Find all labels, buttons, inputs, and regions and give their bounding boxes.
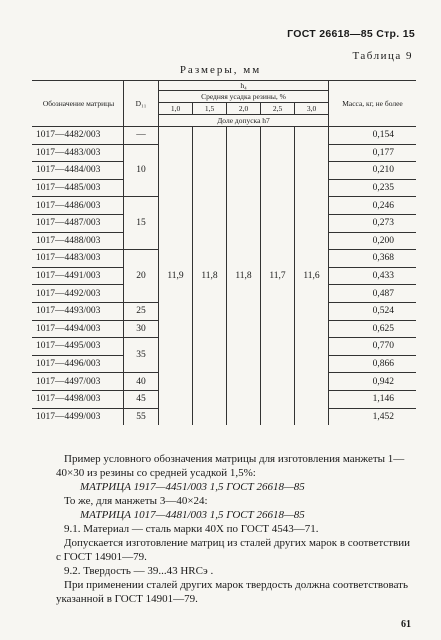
col-header-designation: Обозначение матрицы xyxy=(32,81,124,127)
row-mass: 0,246 xyxy=(329,197,417,215)
hardness-paragraph: 9.2. Твердость — 39...43 HRCэ . xyxy=(64,565,214,577)
d11-value: 20 xyxy=(124,250,159,303)
shrink-value: 1,0 xyxy=(159,103,193,115)
row-designation: 1017—4497/003 xyxy=(32,373,124,391)
row-mass: 0,487 xyxy=(329,285,417,303)
row-designation: 1017—4484/003 xyxy=(32,162,124,180)
shrink-value: 3,0 xyxy=(295,103,329,115)
d11-value: 45 xyxy=(124,390,159,408)
shrink-value: 2,5 xyxy=(261,103,295,115)
row-mass: 1,146 xyxy=(329,390,417,408)
row-designation: 1017—4493/003 xyxy=(32,302,124,320)
hardness-alt-paragraph: При применении сталей других марок твердость должна соответствовать указанной в ГОСТ 14901—79. xyxy=(56,579,408,605)
h4-value: 11,9 xyxy=(159,127,193,426)
col-header-mass: Масса, кг, не более xyxy=(329,81,417,127)
row-designation: 1017—4483/003 xyxy=(32,250,124,268)
col-header-h4: h₄ xyxy=(159,81,329,91)
material-alt-paragraph: Допускается изготовление матриц из сталей других марок в соответствии с ГОСТ 14901—79. xyxy=(56,537,410,563)
d11-value: 35 xyxy=(124,338,159,373)
row-designation: 1017—4488/003 xyxy=(32,232,124,250)
example-code-2: МАТРИЦА 1017—4481/003 1,5 ГОСТ 26618—85 xyxy=(80,509,305,521)
table-label: Таблица 9 xyxy=(352,50,413,62)
row-mass: 0,524 xyxy=(329,302,417,320)
row-mass: 0,625 xyxy=(329,320,417,338)
row-designation: 1017—4498/003 xyxy=(32,390,124,408)
table-row xyxy=(32,127,416,145)
row-mass: 0,866 xyxy=(329,355,417,373)
h4-value: 11,8 xyxy=(227,127,261,426)
row-mass: 0,273 xyxy=(329,214,417,232)
row-designation: 1017—4495/003 xyxy=(32,338,124,356)
row-mass: 0,200 xyxy=(329,232,417,250)
col-header-d11: D₁₁ xyxy=(124,81,159,127)
h4-value: 11,7 xyxy=(261,127,295,426)
h4-value: 11,8 xyxy=(193,127,227,426)
row-mass: 0,942 xyxy=(329,373,417,391)
page-header: ГОСТ 26618—85 Стр. 15 xyxy=(287,28,415,40)
col-header-tolerance: Доле допуска h7 xyxy=(159,115,329,127)
example-code-1: МАТРИЦА 1917—4451/003 1,5 ГОСТ 26618—85 xyxy=(80,481,305,493)
dimensions-table xyxy=(32,80,416,425)
d11-value: — xyxy=(124,127,159,145)
material-paragraph: 9.1. Материал — сталь марки 40Х по ГОСТ 4543—71. xyxy=(64,523,319,535)
row-mass: 0,235 xyxy=(329,179,417,197)
d11-value: 30 xyxy=(124,320,159,338)
row-designation: 1017—4483/003 xyxy=(32,144,124,162)
row-mass: 0,770 xyxy=(329,338,417,356)
d11-value: 25 xyxy=(124,302,159,320)
row-designation: 1017—4494/003 xyxy=(32,320,124,338)
row-mass: 0,154 xyxy=(329,127,417,145)
row-mass: 1,452 xyxy=(372,411,394,422)
shrink-value: 2,0 xyxy=(227,103,261,115)
table-title: Размеры, мм xyxy=(179,64,262,76)
example-paragraph-2: То же, для манжеты 3—40×24: xyxy=(64,495,208,507)
row-designation: 1017—4496/003 xyxy=(32,355,124,373)
row-mass: 0,433 xyxy=(329,267,417,285)
row-designation: 1017—4491/003 xyxy=(32,267,124,285)
d11-value: 10 xyxy=(124,144,159,197)
row-designation: 1017—4499/003 xyxy=(32,408,124,425)
row-designation: 1017—4487/003 xyxy=(32,214,124,232)
row-mass: 0,368 xyxy=(329,250,417,268)
row-designation: 1017—4485/003 xyxy=(32,179,124,197)
shrink-value: 1,5 xyxy=(193,103,227,115)
example-paragraph: Пример условного обозначения матрицы для изготовления манжеты 1—40×30 из резины со средней усадкой 1,5%: xyxy=(56,453,405,479)
page-number: 61 xyxy=(401,619,411,630)
row-designation: 1017—4492/003 xyxy=(32,285,124,303)
d11-value: 15 xyxy=(124,197,159,250)
row-mass: 0,177 xyxy=(329,144,417,162)
d11-value: 40 xyxy=(124,373,159,391)
col-header-shrink: Средняя усадка резины, % xyxy=(159,91,329,103)
row-mass: 0,210 xyxy=(329,162,417,180)
h4-value: 11,6 xyxy=(295,127,329,426)
d11-value: 55 xyxy=(124,408,159,425)
row-designation: 1017—4482/003 xyxy=(32,127,124,145)
row-designation: 1017—4486/003 xyxy=(32,197,124,215)
